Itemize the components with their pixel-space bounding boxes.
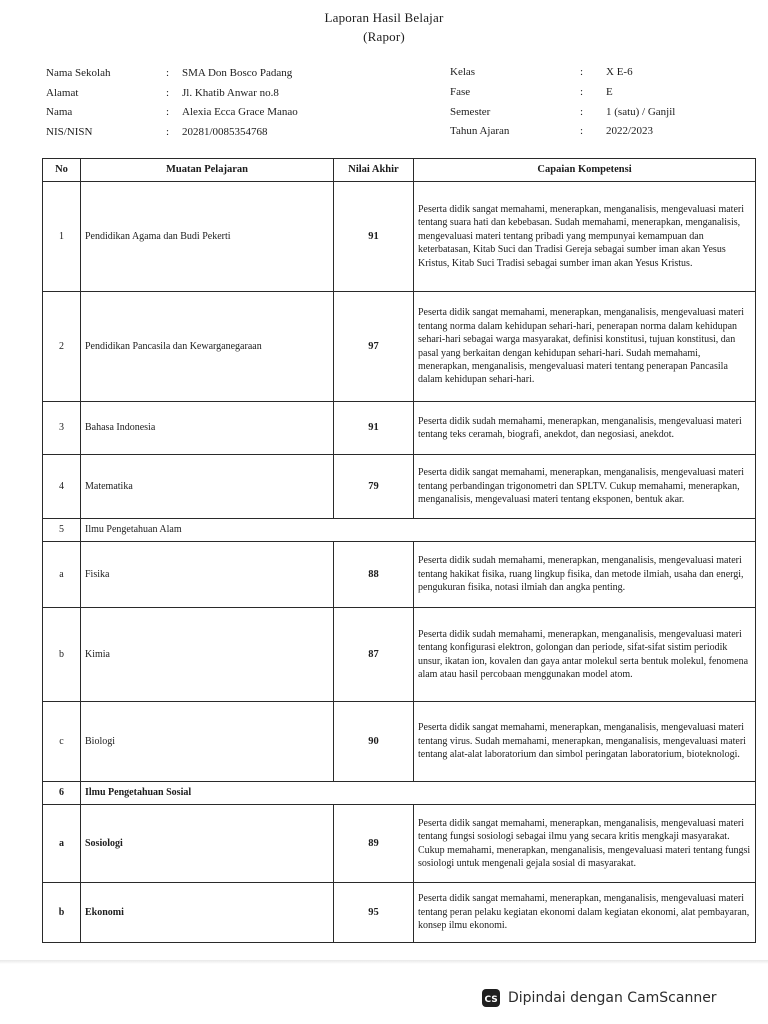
table-row: [43, 455, 756, 519]
info-value: SMA Don Bosco Padang: [182, 67, 293, 79]
row-grade: 90: [334, 702, 414, 782]
row-subject: Kimia: [81, 608, 334, 702]
info-value: Jl. Khatib Anwar no.8: [182, 87, 279, 99]
row-number: 1: [43, 182, 81, 292]
scanner-watermark-text: Dipindai dengan CamScanner: [508, 990, 717, 1006]
info-semester: [450, 106, 675, 118]
row-grade: 95: [334, 883, 414, 943]
info-value: E: [606, 86, 613, 98]
info-separator: :: [580, 125, 584, 137]
info-separator: :: [580, 86, 584, 98]
table-row: [43, 402, 756, 455]
row-group-title: Ilmu Pengetahuan Sosial: [81, 782, 756, 805]
info-value: 2022/2023: [606, 125, 654, 137]
row-competency: Peserta didik sangat memahami, menerapkan, menganalisis, mengevaluasi materi tentang fungsi sosiologi sebagai ilmu yang secara kritis mengkaji masyarakat. Cukup memahami, menerapkan, menganalisis, mengevaluasi materi tentang fungsi sosiologi untuk mengenali gejala sosial di masyarakat.: [414, 805, 756, 883]
document-title: Laporan Hasil Belajar: [324, 10, 444, 25]
row-grade: 88: [334, 542, 414, 608]
info-label: Nama: [46, 106, 73, 118]
row-competency: Peserta didik sangat memahami, menerapkan, menganalisis, mengevaluasi materi tentang perbandingan trigonometri dan SPLTV. Cukup memahami, menerapkan, menganalisis, mengevaluasi materi tentang eksponen, bentuk akar.: [414, 455, 756, 519]
info-label: Semester: [450, 106, 491, 118]
row-subject: Biologi: [81, 702, 334, 782]
row-subject: Sosiologi: [81, 805, 334, 883]
grades-table: [42, 158, 756, 943]
info-phase: [450, 86, 613, 98]
info-academic-year: [450, 125, 653, 137]
row-grade: 89: [334, 805, 414, 883]
row-competency: Peserta didik sudah memahami, menerapkan, menganalisis, mengevaluasi materi tentang teks ceramah, biografi, anekdot, dan negosiasi, anekdot.: [414, 402, 756, 455]
info-separator: :: [166, 67, 170, 79]
camscanner-logo-icon: [482, 989, 500, 1007]
row-competency: Peserta didik sangat memahami, menerapkan, menganalisis, mengevaluasi materi tentang norma dalam kehidupan sehari-hari, penerapan norma dalam kehidupan sehari-hari sebagai warga masyarakat, definisi konstitusi, tujuan konstitusi, dan pasal yang berkaitan dengan kehidupan sehari-hari. Sudah memahami, menerapkan, menganalisis, mengevaluasi materi tentang penerapan Pancasila dalam kehidupan sehari-hari.: [414, 292, 756, 402]
row-number: a: [43, 805, 81, 883]
header-subject: Muatan Pelajaran: [81, 159, 334, 182]
row-number: c: [43, 702, 81, 782]
row-number: 5: [43, 519, 81, 542]
table-row: [43, 182, 756, 292]
row-grade: 97: [334, 292, 414, 402]
info-label: Nama Sekolah: [46, 67, 111, 79]
row-grade: 87: [334, 608, 414, 702]
table-row: [43, 608, 756, 702]
info-label: Kelas: [450, 66, 476, 78]
info-value: 1 (satu) / Ganjil: [606, 106, 676, 118]
row-subject: Ekonomi: [81, 883, 334, 943]
row-competency: Peserta didik sangat memahami, menerapkan, menganalisis, mengevaluasi materi tentang virus. Sudah memahami, menerapkan, menganalisis, mengevaluasi materi tentang alat-alat laboratorium dan simbol peringatan laboratorium, bioteknologi.: [414, 702, 756, 782]
info-address: [46, 87, 279, 99]
scanner-watermark: [482, 984, 754, 1012]
scan-edge-shade: [0, 960, 768, 964]
info-label: Fase: [450, 86, 471, 98]
info-label: Tahun Ajaran: [450, 125, 510, 137]
row-subject: Bahasa Indonesia: [81, 402, 334, 455]
svg-text:CS: CS: [484, 995, 498, 1004]
info-separator: :: [166, 87, 170, 99]
table-group-row: [43, 519, 756, 542]
info-class: [450, 66, 633, 78]
row-grade: 91: [334, 402, 414, 455]
row-number: 6: [43, 782, 81, 805]
row-competency: Peserta didik sangat memahami, menerapkan, menganalisis, mengevaluasi materi tentang suara hati dan kebebasan. Sudah memahami, menerapkan, menganalisis, mengevaluasi materi tentang pribadi yang mempunyai kemampuan dan keterbatasan, Kitab Suci dan Tradisi Gereja sebagai sumber iman akan Yesus Kristus, Kitab Suci Tradisi sebagai sumber iman akan Yesus Kristus.: [414, 182, 756, 292]
table-header-row: [43, 159, 756, 182]
row-number: 2: [43, 292, 81, 402]
header-competency: Capaian Kompetensi: [414, 159, 756, 182]
info-student-name: [46, 106, 298, 118]
table-row: [43, 292, 756, 402]
header-no: No: [43, 159, 81, 182]
row-grade: 79: [334, 455, 414, 519]
table-row: [43, 883, 756, 943]
row-subject: Pendidikan Agama dan Budi Pekerti: [81, 182, 334, 292]
header-grade: Nilai Akhir: [334, 159, 414, 182]
info-label: Alamat: [46, 87, 79, 99]
info-label: NIS/NISN: [46, 126, 93, 138]
row-group-title: Ilmu Pengetahuan Alam: [81, 519, 756, 542]
info-school: [46, 67, 292, 79]
row-subject: Pendidikan Pancasila dan Kewarganegaraan: [81, 292, 334, 402]
row-number: 3: [43, 402, 81, 455]
row-competency: Peserta didik sangat memahami, menerapkan, menganalisis, mengevaluasi materi tentang peran pelaku kegiatan ekonomi dalam kegiatan ekonomi, alat pembayaran, konsep ilmu ekonomi.: [414, 883, 756, 943]
info-nis-nisn: [46, 126, 268, 138]
info-value: 20281/0085354768: [182, 126, 268, 138]
info-separator: :: [580, 106, 584, 118]
row-subject: Matematika: [81, 455, 334, 519]
row-number: a: [43, 542, 81, 608]
document-subtitle: (Rapor): [363, 29, 405, 44]
row-competency: Peserta didik sudah memahami, menerapkan, menganalisis, mengevaluasi materi tentang hakikat fisika, ruang lingkup fisika, dan metode ilmiah, usaha dan energi, pengukuran fisika, notasi ilmiah dan angka penting.: [414, 542, 756, 608]
info-separator: :: [580, 66, 584, 78]
table-row: [43, 702, 756, 782]
table-group-row: [43, 782, 756, 805]
table-row: [43, 805, 756, 883]
info-value: X E-6: [606, 66, 633, 78]
table-row: [43, 542, 756, 608]
row-subject: Fisika: [81, 542, 334, 608]
info-value: Alexia Ecca Grace Manao: [182, 106, 298, 118]
row-number: b: [43, 883, 81, 943]
row-number: b: [43, 608, 81, 702]
info-separator: :: [166, 106, 170, 118]
row-competency: Peserta didik sudah memahami, menerapkan, menganalisis, mengevaluasi materi tentang konfigurasi elektron, golongan dan periode, sifat-sifat sistim periodik unsur, ikatan ion, kovalen dan gaya antar molekul serta bentuk molekul, fenomena alam atau hasil percobaan menggunakan model atom.: [414, 608, 756, 702]
row-number: 4: [43, 455, 81, 519]
row-grade: 91: [334, 182, 414, 292]
info-separator: :: [166, 126, 170, 138]
